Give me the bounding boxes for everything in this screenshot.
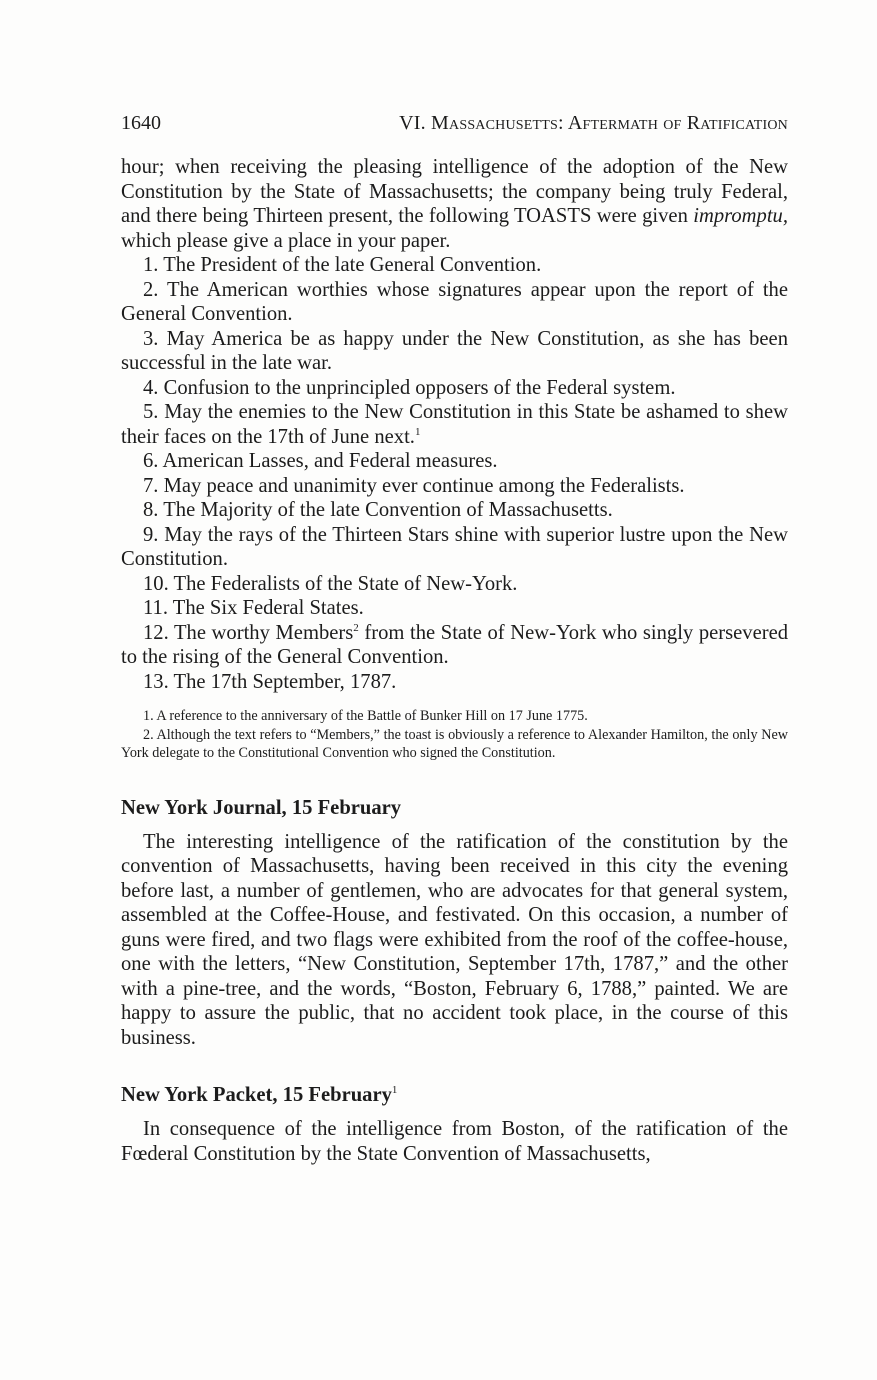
- toast-item: 1. The President of the late General Convention.: [143, 254, 542, 276]
- toast-item: 4. Confusion to the unprincipled opposers of the Federal system.: [143, 376, 676, 399]
- page-number: 1640: [121, 112, 161, 134]
- toast-item: 6. American Lasses, and Federal measures.: [143, 450, 498, 472]
- toast-item: 10. The Federalists of the State of New-York.: [143, 572, 518, 595]
- toast-item: [121, 621, 788, 670]
- continuation-paragraph: [121, 155, 788, 253]
- toast-text-cont: from the State of New-York who singly persevered to the rising of the General Convention.: [121, 621, 788, 668]
- section-heading-text: New York Packet, 15 February: [121, 1084, 392, 1106]
- section-heading: [121, 1084, 788, 1107]
- section-paragraph: The interesting intelligence of the ratification of the constitution by the convention of Massachusetts, having been received in this city the evening before last, a number of gentlemen, who are advocates for that general system, assembled at the Coffee-House, and festivated. On this occasion, a number of guns were fired, and two flags were exhibited from the roof of the coffee-house, one with the letters, “New Constitution, September 17th, 1787,” and the other with a pine-tree, and the words, “Boston, February 6, 1788,” painted. We are happy to assure the public, that no accident took place, in the course of this business.: [121, 830, 788, 1049]
- continuation-text-end: which please give a place in your paper.: [121, 229, 451, 252]
- footnote-ref: 1: [414, 425, 421, 438]
- toast-item: 3. May America be as happy under the New Constitution, as she has been successful in the late war.: [121, 327, 788, 374]
- footnote: 2. Although the text refers to “Members,” the toast is obviously a reference to Alexander Hamilton, the only New York delegate to the Constitutional Convention who signed the Constitution.: [121, 726, 788, 761]
- footnote-ref: 2: [353, 621, 359, 634]
- toast-item: 11. The Six Federal States.: [143, 597, 364, 619]
- document-page: [121, 112, 788, 1166]
- toast-text: 5. May the enemies to the New Constitution in this State be ashamed to shew their faces on the 17th of June next.: [121, 401, 788, 448]
- footnotes: [121, 707, 788, 763]
- toast-item: 9. May the rays of the Thirteen Stars shine with superior lustre upon the New Constitution.: [121, 523, 788, 570]
- italic-word: impromptu,: [693, 205, 788, 227]
- toast-item: [121, 400, 788, 449]
- footnote-ref: 1: [391, 1084, 398, 1097]
- toast-item: 7. May peace and unanimity ever continue among the Federalists.: [143, 474, 685, 497]
- main-text: [121, 155, 788, 694]
- running-title: VI. Massachusetts: Aftermath of Ratification: [399, 112, 788, 134]
- continuation-text: hour; when receiving the pleasing intelligence of the adoption of the New Constitution by the State of Massachusetts; the company being truly Federal, and there being Thirteen present, the following TOASTS were given: [121, 156, 788, 227]
- section-paragraph: In consequence of the intelligence from Boston, of the ratification of the Fœderal Constitution by the State Convention of Massachusetts,: [121, 1118, 788, 1165]
- section-heading: New York Journal, 15 February: [121, 796, 402, 819]
- toast-text: 12. The worthy Members: [143, 621, 354, 644]
- running-head: [121, 112, 788, 135]
- toast-item: 8. The Majority of the late Convention of Massachusetts.: [143, 499, 613, 521]
- footnote: 1. A reference to the anniversary of the Battle of Bunker Hill on 17 June 1775.: [143, 708, 588, 724]
- toast-item: 13. The 17th September, 1787.: [143, 670, 397, 693]
- toast-item: 2. The American worthies whose signatures appear upon the report of the General Convention.: [121, 278, 788, 325]
